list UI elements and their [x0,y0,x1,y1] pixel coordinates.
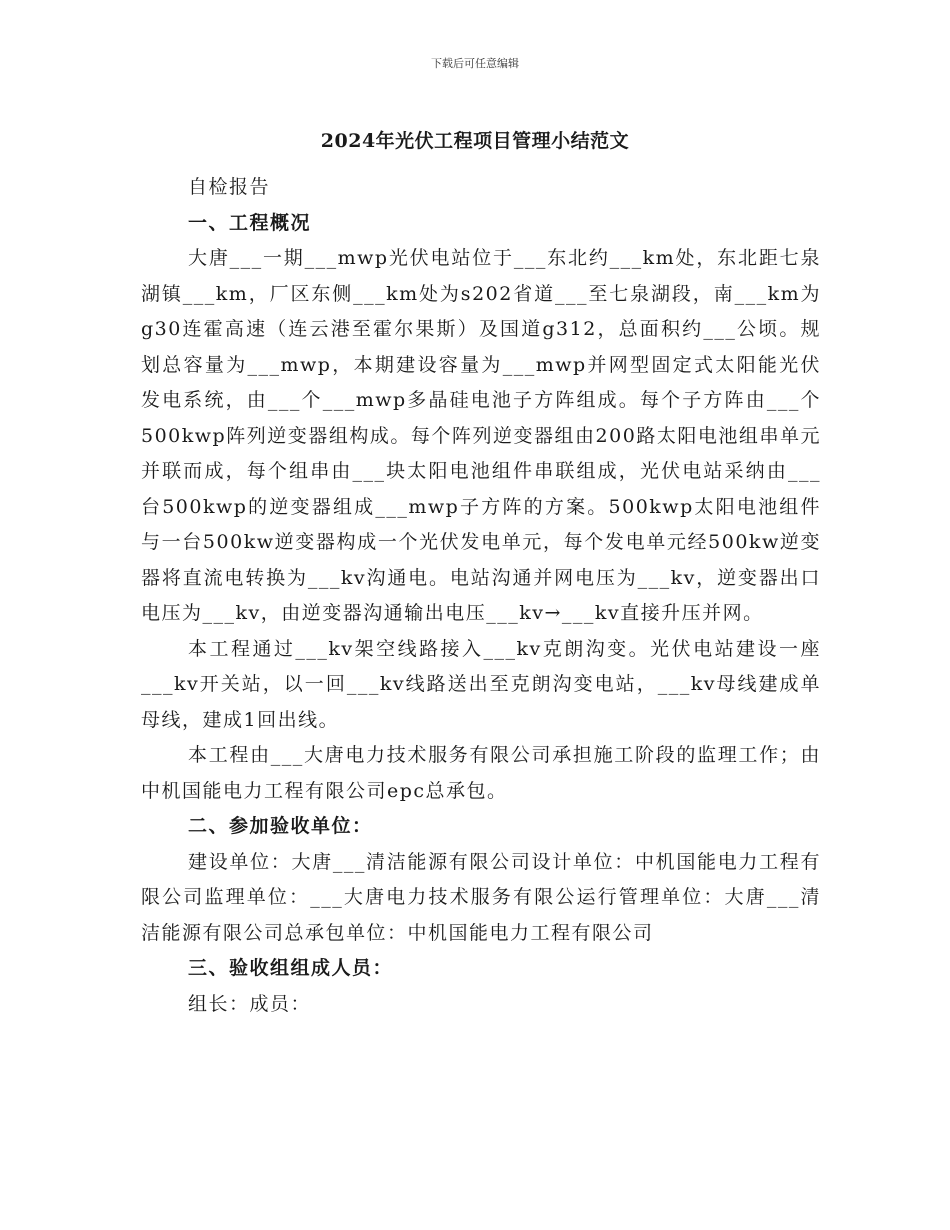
document-title: 2024年光伏工程项目管理小结范文 [320,130,630,152]
section-heading-overview: 一、工程概况 [188,211,312,234]
section-heading-units: 二、参加验收单位： [188,815,373,837]
paragraph-project-description: 大唐___一期___mwp光伏电站位于___东北约___km处，东北距七泉湖镇___km，厂区东侧___km处为s202省道___至七泉湖段，南___km为g30连霍高速（连云港至霍尔果斯）及国道g312，总面积约___公顷。规划总容量为___mwp，本期建设容量为___mwp并网型固定式太阳能光伏发电系统，由___个___mwp多晶硅电池子方阵组成。每个子方阵由___个500kwp阵列逆变器组构成。每个阵列逆变器组由200路太阳电池组串单元并联而成，每个组串由___块太阳电池组件串联组成，光伏电站采纳由___台500kwp的逆变器组成___mwp子方阵的方案。500kwp太阳电池组件与一台500kw逆变器构成一个光伏发电单元，每个发电单元经500kw逆变器将直流电转换为___kv沟通电。电站沟通并网电压为___kv，逆变器出口电压为___kv，由逆变器沟通输出电压___kv→___kv直接升压并网。 [141,247,821,624]
section-heading-members: 三、验收组组成人员： [188,957,394,979]
paragraph-supervision: 本工程由___大唐电力技术服务有限公司承担施工阶段的监理工作；由中机国能电力工程有限公司epc总承包。 [141,744,821,802]
header-note: 下载后可任意编辑 [431,57,519,70]
paragraph-units-list: 建设单位：大唐___清洁能源有限公司设计单位：中机国能电力工程有限公司监理单位：___大唐电力技术服务有限公运行管理单位：大唐___清洁能源有限公司总承包单位：中机国能电力工程有限公司 [141,850,821,944]
paragraph-grid-connection: 本工程通过___kv架空线路接入___kv克朗沟变。光伏电站建设一座___kv开关站，以一回___kv线路送出至克朗沟变电站，___kv母线建成单母线，建成1回出线。 [141,637,821,731]
paragraph-self-check-report: 自检报告 [188,176,271,198]
document-body [141,170,821,1022]
paragraph-members: 组长：成员： [188,992,312,1015]
